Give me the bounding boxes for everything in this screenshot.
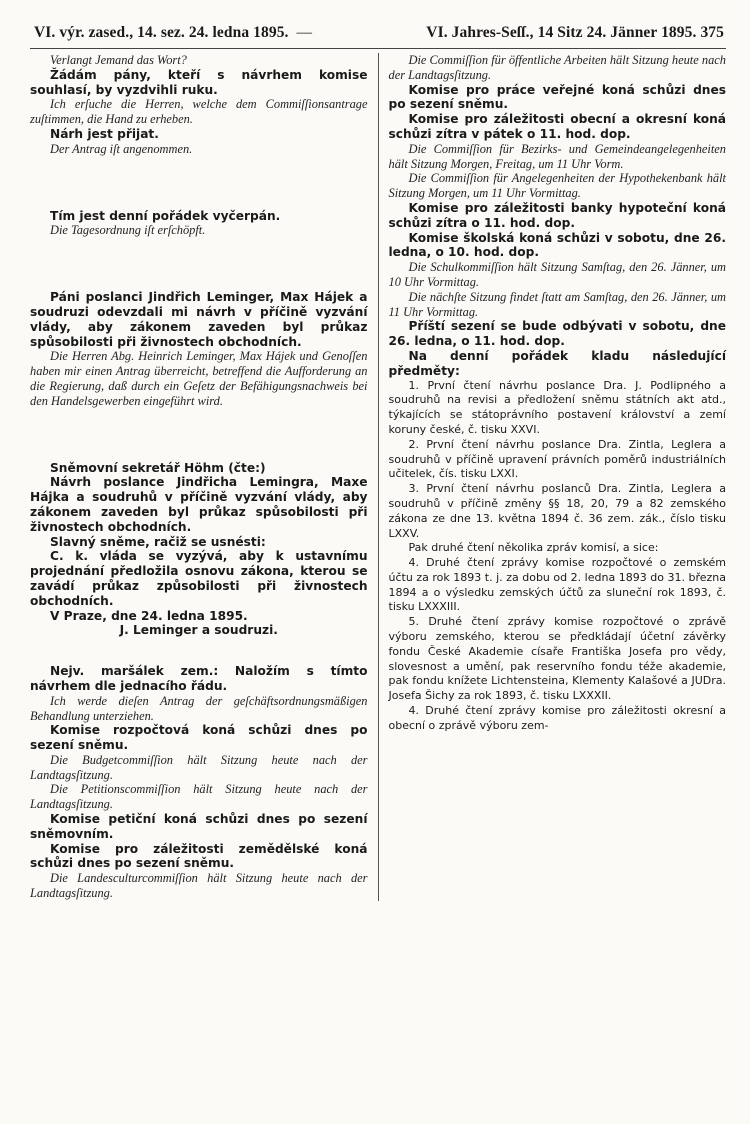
agenda-item: Pak druhé čtení několika zpráv komisí, a sice:	[408, 541, 659, 555]
czech-paragraph: Na denní pořádek kladu následující předměty:	[388, 348, 726, 378]
left-column	[30, 53, 378, 901]
agenda-item: 3. První čtení návrhu poslanců Dra. Zintla, Leglera a soudruhů v příčině změny §§ 18, 20, 79 a 82 zemského zákona ze dne 13. května 1894 č. 36 zem. zák., číslo tisku LXXV.	[388, 482, 726, 540]
czech-paragraph: C. k. vláda se vyzývá, aby k ustavnímu projednání předložila osnovu zákona, kterou se zavádí průkaz způsobilosti při živnostech obchodních.	[30, 549, 368, 608]
german-paragraph: Die Landesculturcommiſſion hält Sitzung heute nach der Landtagsſitzung.	[30, 871, 368, 901]
german-paragraph: Die nächſte Sitzung findet ſtatt am Samſtag, den 26. Jänner, um 11 Uhr Vormittag.	[388, 289, 726, 319]
czech-paragraph: Žádám pány, kteří s návrhem komise souhlasí, by vyzdvihli ruku.	[30, 67, 368, 97]
czech-paragraph: Nejv. maršálek zem.: Naložím s tímto návrhem dle jednacího řádu.	[30, 664, 368, 693]
german-paragraph: Die Petitionscommiſſion hält Sitzung heute nach der Landtagsſitzung.	[30, 782, 368, 812]
header-czech: VI. výr. zased., 14. sez. 24. ledna 1895.	[34, 24, 289, 41]
german-paragraph: Ich erſuche die Herren, welche dem Commiſſionsantrage zuſtimmen, die Hand zu erheben.	[30, 97, 368, 127]
german-paragraph: Die Tagesordnung iſt erſchöpft.	[50, 223, 206, 238]
page-number: 375	[700, 24, 724, 41]
spacer	[30, 238, 368, 290]
spacer	[30, 638, 368, 664]
german-paragraph: Der Antrag iſt angenommen.	[50, 141, 193, 156]
german-paragraph: Die Budgetcommiſſion hält Sitzung heute nach der Landtagsſitzung.	[30, 752, 368, 782]
german-paragraph: Die Herren Abg. Heinrich Leminger, Max Hájek und Genoſſen haben mir einen Antrag überreicht, betreffend die Aufforderung an die Regierung, daß durch ein Geſetz der Befähigungsnachweis bei den Handelsgewerben eingeführt wird.	[30, 349, 368, 408]
czech-paragraph: Návrh poslance Jindřicha Lemingra, Maxe Hájka a soudruhů v příčině vyzvání vlády, aby zákonem zaveden byl průkaz spůsobilosti při živnostech obchodních.	[30, 475, 368, 534]
header-right-wrap	[426, 24, 724, 42]
german-paragraph: Ich werde dieſen Antrag der geſchäftsordnungsmäßigen Behandlung unterziehen.	[30, 693, 368, 723]
agenda-item: 2. První čtení návrhu poslance Dra. Zintla, Leglera a soudruhů v příčině upravení právních poměrů industriálních učitelek, čís. tisku LXXI.	[388, 437, 726, 481]
czech-paragraph: V Praze, dne 24. ledna 1895.	[50, 608, 248, 623]
right-column	[378, 53, 727, 901]
agenda-item: 1. První čtení návrhu poslance Dra. J. Podlipného a soudruhů na revisi a předložení sněmu státních akt atd., týkajících se státoprávního postavení království a zemí koruny české, č. tisku XXVI.	[388, 378, 726, 436]
page-header	[30, 24, 726, 49]
czech-paragraph: Komise pro záležitosti zemědělské koná schůzi dnes po sezení sněmu.	[30, 841, 368, 871]
signature-line: J. Leminger a soudruzi.	[119, 623, 278, 638]
czech-paragraph: Komise pro záležitosti banky hypoteční koná schůzi zítra o 11. hod. dop.	[388, 200, 726, 230]
header-german: VI. Jahres-Seſſ., 14 Sitz 24. Jänner 1895.	[426, 24, 697, 41]
german-paragraph: Verlangt Jemand das Wort?	[50, 53, 187, 67]
german-paragraph: Die Schulkommiſſion hält Sitzung Samſtag, den 26. Jänner, um 10 Uhr Vormittag.	[388, 260, 726, 289]
header-left-wrap	[34, 24, 316, 42]
text-columns	[30, 53, 726, 901]
agenda-item: 4. Druhé čtení zprávy komise pro záležitosti okresní a obecní o zprávě výboru zem-	[388, 704, 726, 732]
agenda-item: 4. Druhé čtení zprávy komise rozpočtové o zemském účtu za rok 1893 t. j. za dobu od 2. ledna 1893 do 31. března 1894 a o výsledku zemských účtů za sluneční rok 1893, č. tisku LXXXIII.	[388, 556, 726, 614]
spacer	[30, 157, 368, 209]
czech-paragraph: Příští sezení se bude odbývati v sobotu, dne 26. ledna, o 11. hod. dop.	[388, 319, 726, 349]
czech-paragraph: Slavný sněme, račiž se usnésti:	[50, 534, 266, 549]
czech-paragraph: Páni poslanci Jindřich Leminger, Max Hájek a soudruzi odevzdali mi návrh v příčině vyzvání vlády, aby zákonem zaveden byl průkaz spůsobilosti při živnostech obchodních.	[30, 290, 368, 349]
german-paragraph: Die Commiſſion für Bezirks- und Gemeindeangelegenheiten hält Sitzung Morgen, Freitag, um 11 Uhr Vorm.	[388, 141, 726, 171]
german-paragraph: Die Commiſſion für öffentliche Arbeiten hält Sitzung heute nach der Landtagsſitzung.	[388, 53, 726, 82]
agenda-item: 5. Druhé čtení zprávy komise rozpočtové o zprávě výboru zemského, kterou se předkládají účetní závěrky fondu České Akademie císaře Františka Josefa pro vědy, slovesnost a umění, pak reservního fondu téže akademie, pak fondu knížete Lichtensteina, Klementy Kalašové a JUDra. Josefa Šichy za rok 1893, č. tisku LXXXII.	[388, 615, 726, 703]
german-paragraph: Die Commiſſion für Angelegenheiten der Hypothekenbank hält Sitzung Morgen, um 11 Uhr Vormittag.	[388, 171, 726, 201]
czech-paragraph: Nárh jest přijat.	[50, 126, 159, 141]
czech-paragraph: Komise petiční koná schůzi dnes po sezení sněmovním.	[30, 812, 368, 841]
czech-paragraph: Komise pro záležitosti obecní a okresní koná schůzi zítra v pátek o 11. hod. dop.	[388, 112, 726, 141]
czech-paragraph: Komise rozpočtová koná schůzi dnes po sezení sněmu.	[30, 723, 368, 753]
czech-paragraph: Komise školská koná schůzi v sobotu, dne 26. ledna, o 10. hod. dop.	[388, 230, 726, 260]
header-separator: —	[296, 24, 313, 41]
czech-paragraph: Komise pro práce veřejné koná schůzi dnes po sezení sněmu.	[388, 82, 726, 112]
czech-paragraph: Tím jest denní pořádek vyčerpán.	[50, 208, 281, 223]
spacer	[30, 409, 368, 461]
czech-paragraph: Sněmovní sekretář Höhm (čte:)	[50, 460, 266, 475]
